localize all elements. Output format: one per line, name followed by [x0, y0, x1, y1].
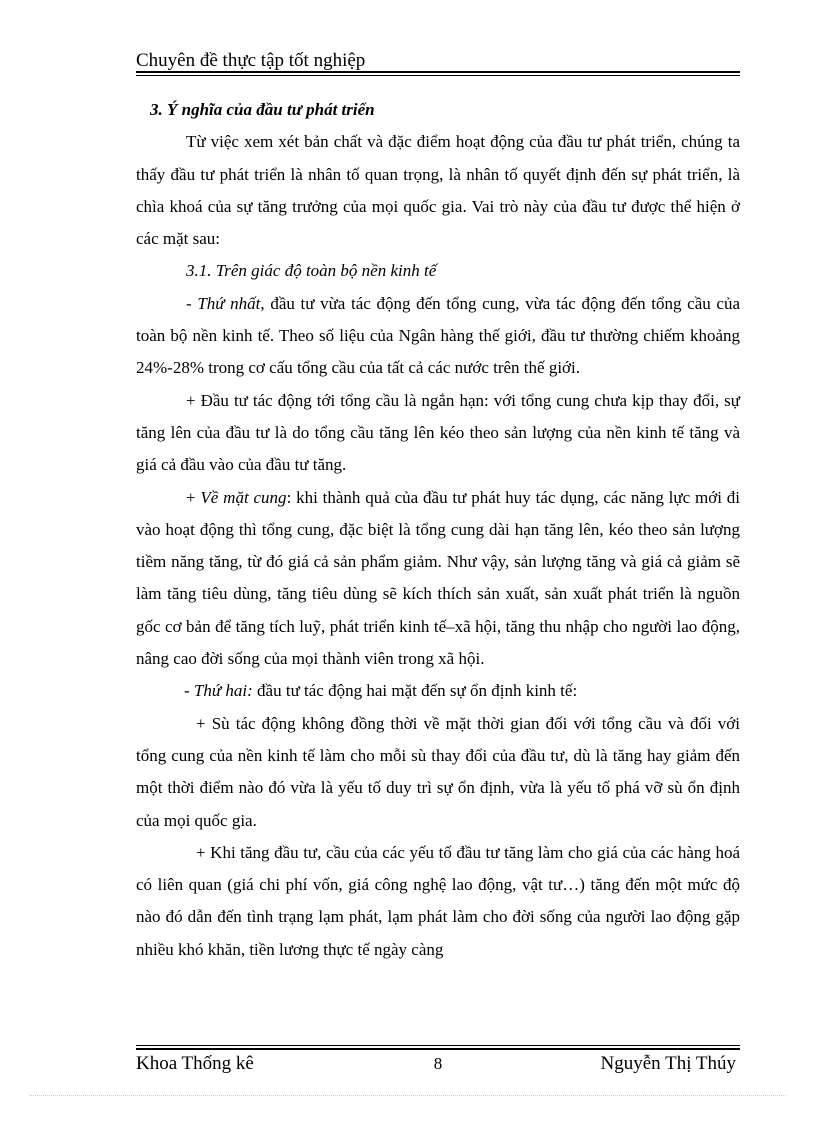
paragraph-tang-dau-tu: + Khi tăng đầu tư, cầu của các yếu tố đầu tư tăng làm cho giá của các hàng hoá có liên quan (giá chi phí vốn, giá công nghệ lao động, vật tư…) tăng đến một mức độ nào đó dẫn đến tình trạng lạm phát, lạm phát làm cho đời sống của người lao động gặp nhiều khó khăn, tiền lương thực tế ngày càng [136, 842, 740, 959]
paragraph-ve-mat-cung [136, 482, 740, 676]
p4-label: Thứ hai: [193, 681, 253, 701]
page-body [136, 94, 740, 966]
paragraph-tac-dong: + Sù tác động không đồng thời về mặt thời gian đối với tổng cầu và đối với tổng cung của nền kinh tế làm cho mỗi sù thay đổi của đầu tư, dù là tăng hay giảm đến một thời điểm nào đó vừa là yếu tố duy trì sự ổn định, vừa là yếu tố phá vỡ sù ổn định của mọi quốc gia. [136, 713, 740, 830]
p1-text: , đầu tư vừa tác động đến tổng cung, vừa tác động đến tổng cầu của toàn bộ nền kinh tế. Theo số liệu của Ngân hàng thế giới, đầu tư thường chiếm khoảng 24%-28% trong cơ cấu tổng cầu của tất cả các nước trên thế giới. [136, 293, 740, 378]
p4-prefix: - [184, 681, 194, 701]
p3-label: Về mặt cung [200, 487, 287, 507]
header-rule-thin [136, 75, 740, 76]
footer-rule-thin [136, 1045, 740, 1046]
sub-heading: 3.1. Trên giác độ toàn bộ nền kinh tế [186, 261, 437, 281]
paragraph-tong-cau: + Đầu tư tác động tới tổng cầu là ngắn hạn: với tổng cung chưa kịp thay đổi, sự tăng lên của đầu tư là do tổng cầu tăng lên kéo theo sản lượng của nền kinh tế tăng và giá cả đầu vào của đầu tư tăng. [136, 390, 740, 475]
page-footer [136, 1045, 740, 1085]
p1-prefix: - [186, 293, 198, 313]
p1-label: Thứ nhất [197, 293, 261, 313]
paragraph-thu-hai [136, 675, 740, 707]
footer-department: Khoa Thống kê [136, 1053, 254, 1074]
page-edge-divider [30, 1095, 786, 1096]
section-heading: 3. Ý nghĩa của đầu tư phát triển [150, 100, 375, 119]
page-header [136, 50, 740, 72]
p3-prefix: + [186, 487, 201, 507]
footer-author: Nguyễn Thị Thúy [600, 1053, 736, 1074]
paragraph-thu-nhat [136, 288, 740, 385]
header-title: Chuyên đề thực tập tốt nghiệp [136, 50, 366, 71]
header-rule-thick [136, 71, 740, 73]
p3-text: : khi thành quả của đầu tư phát huy tác dụng, các năng lực mới đi vào hoạt động thì tổng cung, đặc biệt là tổng cung dài hạn tăng lên, kéo theo sản lượng tiềm năng tăng, từ đó giá cả sản phẩm giảm. Như vậy, sản lượng tăng và giá cả giảm sẽ làm tăng tiêu dùng, tăng tiêu dùng sẽ kích thích sản xuất, sản xuất phát triển là nguồn gốc cơ bản để tăng tích luỹ, phát triển kinh tế–xã hội, tăng thu nhập cho người lao động, nâng cao đời sống của mọi thành viên trong xã hội. [136, 487, 740, 669]
intro-paragraph: Từ việc xem xét bản chất và đặc điểm hoạt động của đầu tư phát triển, chúng ta thấy đầu tư phát triển là nhân tố quan trọng, là nhân tố quyết định đến sự phát triển, là chìa khoá của sự tăng trưởng của mọi quốc gia. Vai trò này của đầu tư được thể hiện ở các mặt sau: [136, 132, 740, 249]
p4-text: đầu tư tác động hai mặt đến sự ổn định kinh tế: [252, 681, 578, 701]
page-number: 8 [433, 1054, 443, 1073]
footer-rule-thick [136, 1048, 740, 1050]
